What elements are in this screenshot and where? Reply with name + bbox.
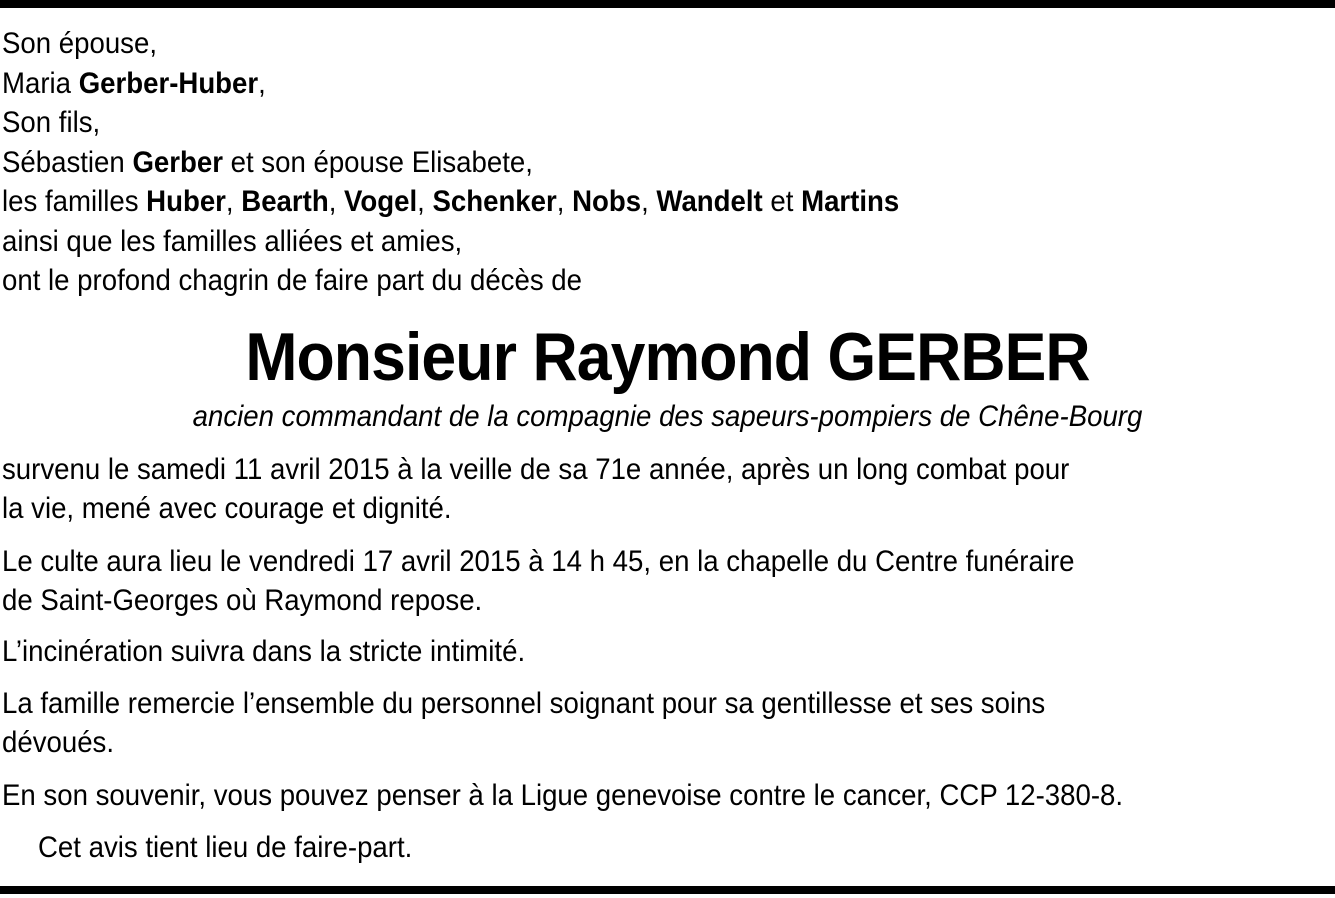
service-line-1: Le culte aura lieu le vendredi 17 avril 2015 à 14 h 45, en la chapelle du Centre funéraire xyxy=(2,545,1075,578)
service-line-2: de Saint-Georges où Raymond repose. xyxy=(2,584,483,617)
death-line-2: la vie, mené avec courage et dignité. xyxy=(2,492,452,525)
family-name-nobs: Nobs xyxy=(572,185,642,218)
donation-paragraph xyxy=(2,776,1335,815)
family-name-schenker: Schenker xyxy=(432,185,557,218)
intro-line-son-label: Son fils, xyxy=(2,106,101,139)
family-name-bearth: Bearth xyxy=(241,185,329,218)
notice-paragraph xyxy=(38,828,1335,867)
bottom-border-rule xyxy=(0,886,1335,894)
death-line-1: survenu le samedi 11 avril 2015 à la veille de sa 71e année, après un long combat pour xyxy=(2,453,1070,486)
cremation-paragraph xyxy=(2,632,1335,671)
intro-line-spouse-label: Son épouse, xyxy=(2,27,158,60)
death-paragraph xyxy=(2,450,1335,528)
thanks-paragraph xyxy=(2,684,1335,762)
intro-line-families: les familles Huber, Bearth, Vogel, Schenker, Nobs, Wandelt et Martins xyxy=(2,185,900,218)
intro-line-announcement: ont le profond chagrin de faire part du décès de xyxy=(2,264,583,297)
intro-line-spouse: Maria Gerber-Huber, xyxy=(2,66,266,100)
thanks-line-2: dévoués. xyxy=(2,726,115,759)
deceased-title: ancien commandant de la compagnie des sapeurs-pompiers de Chêne-Bourg xyxy=(192,400,1143,433)
family-name-wandelt: Wandelt xyxy=(656,185,763,218)
thanks-line-1: La famille remercie l’ensemble du personnel soignant pour sa gentillesse et ses soins xyxy=(2,687,1046,720)
donation-line: En son souvenir, vous pouvez penser à la Ligue genevoise contre le cancer, CCP 12-380-8. xyxy=(2,779,1124,812)
deceased-name: Monsieur Raymond GERBER xyxy=(245,319,1090,395)
family-name-vogel: Vogel xyxy=(344,185,418,218)
intro-line-allied-families: ainsi que les familles alliées et amies, xyxy=(2,224,463,258)
family-name-huber: Huber xyxy=(146,185,226,218)
family-name-martins: Martins xyxy=(801,185,900,218)
cremation-line: L’incinération suivra dans la stricte intimité. xyxy=(2,635,526,668)
spouse-surname: Gerber-Huber xyxy=(78,66,259,100)
family-announcement xyxy=(2,24,1226,301)
top-border-rule xyxy=(0,0,1335,8)
service-paragraph xyxy=(2,542,1335,620)
intro-line-son: Sébastien Gerber et son épouse Elisabete, xyxy=(2,145,533,179)
notice-line: Cet avis tient lieu de faire-part. xyxy=(38,831,413,864)
son-surname: Gerber xyxy=(132,145,223,179)
